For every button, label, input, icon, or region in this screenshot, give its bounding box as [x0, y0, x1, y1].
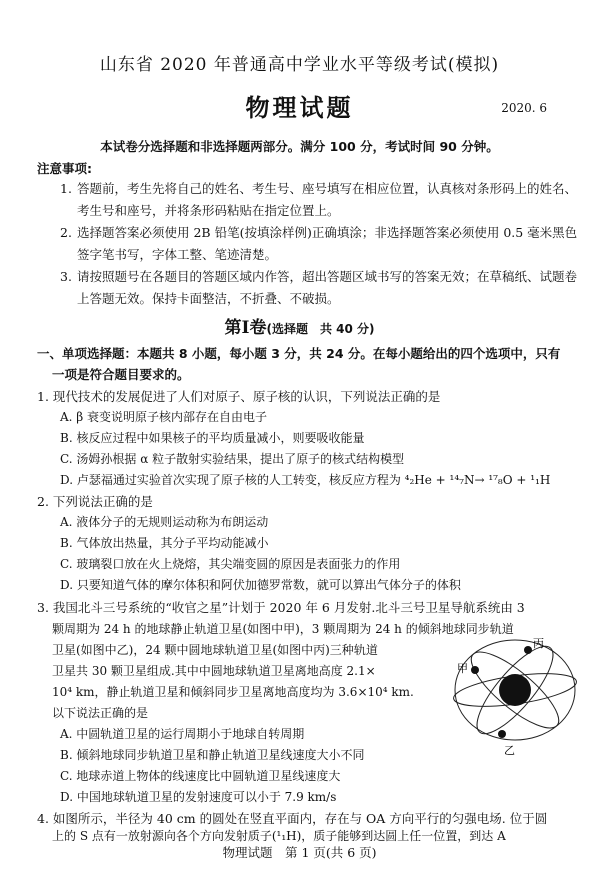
question-3-option-a: A. 中圆轨道卫星的运行周期小于地球自转周期 [60, 727, 305, 741]
question-3-line-3: 卫星(如图中乙)，24 颗中圆地球轨道卫星(如图中丙)三种轨道 [52, 643, 378, 657]
question-2-option-c: C. 玻璃裂口放在火上烧熔，其尖端变圆的原因是表面张力的作用 [60, 557, 401, 571]
part-title [0, 313, 599, 338]
question-3-option-d: D. 中国地球轨道卫星的发射速度可以小于 7.9 km/s [60, 790, 337, 804]
question-3-line-4: 卫星共 30 颗卫星组成.其中中圆地球轨道卫星离地高度 2.1× [52, 664, 376, 678]
notes-heading: 注意事项: [37, 161, 92, 176]
page-title: 物理试题 [245, 93, 354, 122]
satellite-bing-icon [524, 646, 532, 654]
page-footer: 物理试题 第 1 页(共 6 页) [222, 845, 377, 860]
label-jia: 甲 [457, 662, 468, 675]
question-3-option-b: B. 倾斜地球同步轨道卫星和静止轨道卫星线速度大小不同 [60, 748, 365, 762]
note-item [60, 222, 580, 266]
section-heading-line1: 一、单项选择题：本题共 8 小题，每小题 3 分，共 24 分。在每小题给出的四个选项中，只有 [37, 346, 561, 361]
question-3-option-c: C. 地球赤道上物体的线速度比中圆轨道卫星线速度大 [60, 769, 341, 783]
part-title-sub: (选择题 共 40 分) [266, 322, 375, 336]
earth-icon [499, 674, 531, 706]
question-1-option-c: C. 汤姆孙根据 α 粒子散射实验结果，提出了原子的核式结构模型 [60, 452, 405, 466]
question-1-option-d-text: D. 卢瑟福通过实验首次实现了原子核的人工转变，核反应方程为 [60, 473, 405, 487]
question-2-option-a: A. 液体分子的无规则运动称为布朗运动 [60, 515, 269, 529]
note-item [60, 178, 580, 222]
orbit-diagram-svg [440, 634, 590, 759]
orbit-diagram [440, 634, 590, 763]
nuclear-equation: ⁴₂He + ¹⁴₇N→ ¹⁷₈O + ¹₁H [404, 473, 551, 487]
note-text: 答题前，考生先将自己的姓名、考生号、座号填写在相应位置，认真核对条形码上的姓名、考生号和座号，并将条形码粘贴在指定位置上。 [77, 181, 578, 218]
exam-intro: 本试卷分选择题和非选择题两部分。满分 100 分，考试时间 90 分钟。 [100, 139, 499, 154]
note-text: 选择题答案必须使用 2B 铅笔(按填涂样例)正确填涂；非选择题答案必须使用 0.5 毫米黑色签字笔书写，字体工整、笔迹清楚。 [77, 225, 578, 262]
question-1-option-a: A. β 衰变说明原子核内部存在自由电子 [60, 410, 268, 424]
label-bing: 丙 [533, 637, 544, 650]
question-2-option-b: B. 气体放出热量，其分子平均动能减小 [60, 536, 269, 550]
note-number: 2. [60, 225, 72, 240]
question-4-line-1: 4. 如图所示，半径为 40 cm 的圆处在竖直平面内，存在与 OA 方向平行的匀强电场. 位于圆 [37, 811, 548, 826]
note-text: 请按照题号在各题目的答题区域内作答，超出答题区域书写的答案无效；在草稿纸、试题卷上答题无效。保持卡面整洁，不折叠、不破损。 [77, 269, 578, 306]
question-3-line-5: 10⁴ km，静止轨道卫星和倾斜同步卫星离地高度均为 3.6×10⁴ km. [52, 685, 414, 699]
question-3-line-2: 颗周期为 24 h 的地球静止轨道卫星(如图中甲)，3 颗周期为 24 h 的倾斜地球同步轨道 [52, 622, 514, 636]
satellite-yi-icon [498, 730, 506, 738]
question-1-stem: 1. 现代技术的发展促进了人们对原子、原子核的认识，下列说法正确的是 [37, 389, 441, 404]
question-1-option-b: B. 核反应过程中如果核子的平均质量减小，则要吸收能量 [60, 431, 365, 445]
note-number: 3. [60, 269, 72, 284]
part-title-main: 第Ⅰ卷 [224, 318, 267, 338]
exam-date: 2020. 6 [501, 101, 547, 115]
question-2-stem: 2. 下列说法正确的是 [37, 494, 153, 509]
label-yi: 乙 [504, 744, 515, 757]
exam-name: 山东省 2020 年普通高中学业水平等级考试(模拟) [99, 55, 500, 75]
question-3-line-1: 3. 我国北斗三号系统的“收官之星”计划于 2020 年 6 月发射.北斗三号卫星导航系统由 3 [37, 600, 525, 615]
question-4-line-2: 上的 S 点有一放射源向各个方向发射质子(¹₁H)，质子能够到达圆上任一位置，到达 A [52, 829, 506, 843]
note-item [60, 266, 580, 310]
note-number: 1. [60, 181, 72, 196]
question-2-option-d: D. 只要知道气体的摩尔体积和阿伏加德罗常数，就可以算出气体分子的体积 [60, 578, 461, 592]
question-3-line-6: 以下说法正确的是 [52, 706, 149, 720]
section-heading-line2: 一项是符合题目要求的。 [52, 367, 190, 382]
question-1-option-d [60, 470, 550, 490]
satellite-jia-icon [471, 666, 479, 674]
